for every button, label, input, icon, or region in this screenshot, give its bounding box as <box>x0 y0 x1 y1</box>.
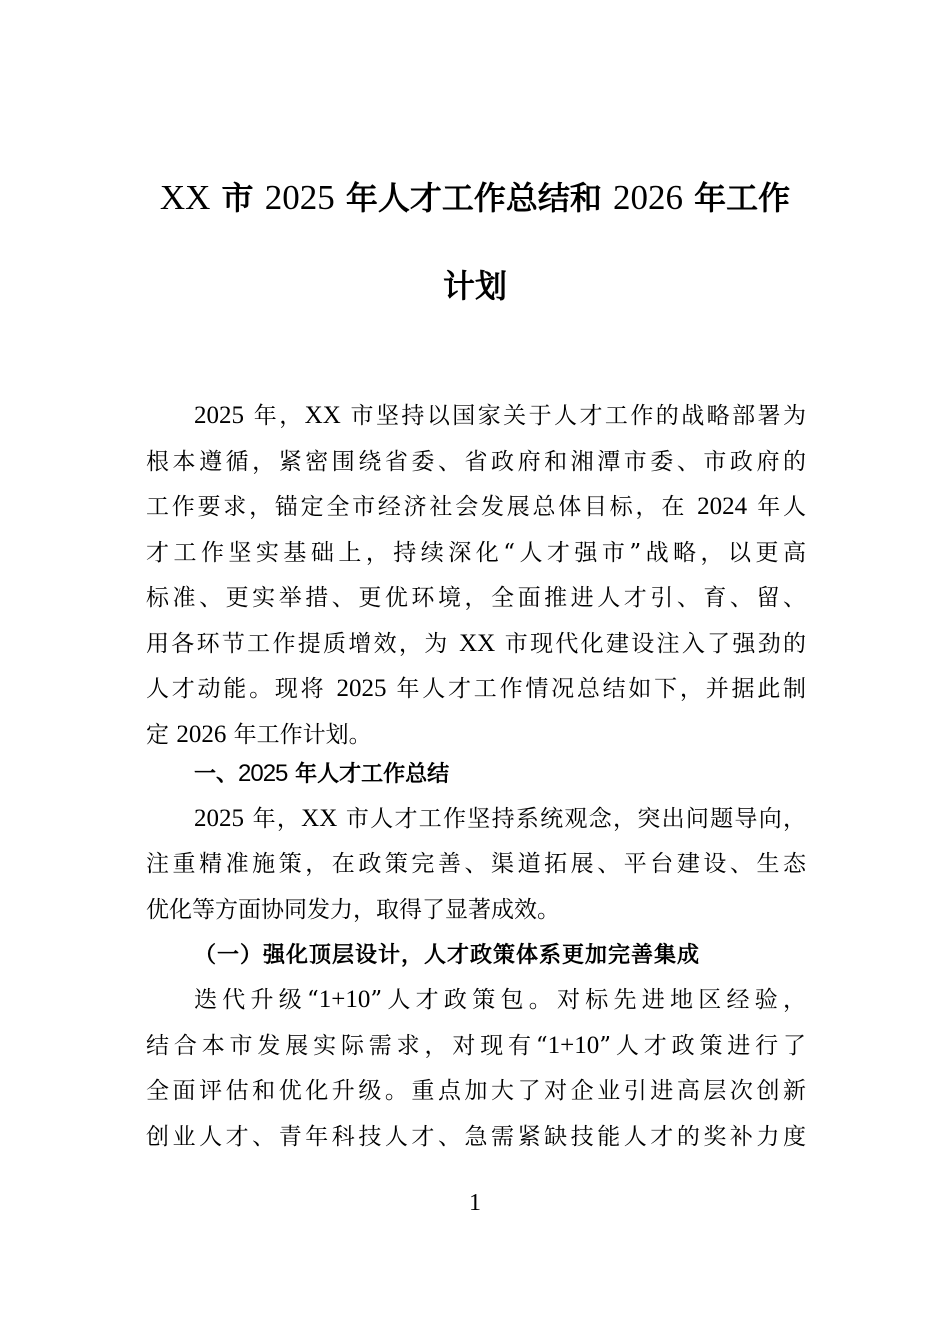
text-run: 年工作计划。 <box>226 722 372 748</box>
text-run: 定 <box>146 722 177 748</box>
intro-line <box>146 444 806 480</box>
text-run: 全面评估和优化升级。重点加大了对企业引进高层次创新 <box>146 1078 806 1104</box>
text-run: 2026 <box>176 721 227 748</box>
section-paragraph-line <box>194 801 806 837</box>
intro-line <box>146 489 806 525</box>
section-heading <box>194 756 449 793</box>
text-run: 市人才工作坚持系统观念，突出问题导向， <box>337 806 807 832</box>
subsection-paragraph-line <box>146 1073 806 1109</box>
subsection-paragraph-line <box>146 1028 806 1064</box>
text-run: 年人才工作情况总结如下，并据此制 <box>386 676 806 702</box>
document-title-line-1 <box>100 178 850 218</box>
text-run: 工作要求，锚定全市经济社会发展总体目标，在 <box>146 494 698 520</box>
text-run: XX <box>304 402 341 429</box>
intro-line <box>146 626 806 662</box>
text-run: 年， <box>244 403 305 429</box>
heading-text: 2025 <box>238 760 288 787</box>
text-run: 市现代化建设注入了强劲的 <box>495 631 807 657</box>
heading-text: 年人才工作总结 <box>287 762 450 787</box>
text-run: 1+10 <box>318 986 371 1013</box>
text-run: 1+10 <box>547 1032 600 1059</box>
intro-line <box>146 535 806 571</box>
title-text: 年工作 <box>683 179 791 217</box>
title-text: XX <box>159 178 211 217</box>
text-run: 2025 <box>194 402 244 429</box>
title-text: 2025 <box>264 178 335 217</box>
text-run: 优化等方面协同发力，取得了显著成效。 <box>146 897 560 923</box>
text-run: 才工作坚实基础上，持续深化“人才强市”战略，以更高 <box>146 540 806 566</box>
text-run: 结合本市发展实际需求，对现有“ <box>146 1033 548 1059</box>
text-run: 人才动能。现将 <box>146 676 337 702</box>
text-run: 标准、更实举措、更优环境，全面推进人才引、育、留、 <box>146 585 806 611</box>
text-run: 创业人才、青年科技人才、急需紧缺技能人才的奖补力度 <box>146 1124 806 1150</box>
text-run: ”人才政策包。对标先进地区经验， <box>370 987 807 1013</box>
text-run: 年人 <box>747 494 806 520</box>
text-run: 注重精准施策，在政策完善、渠道拓展、平台建设、生态 <box>146 851 806 877</box>
text-run: 根本遵循，紧密围绕省委、省政府和湘潭市委、市政府的 <box>146 449 806 475</box>
text-run: 迭代升级“ <box>194 987 319 1013</box>
intro-line <box>146 580 806 616</box>
text-run: 2025 <box>194 805 244 832</box>
page-number: 1 <box>469 1190 481 1216</box>
text-run: 用各环节工作提质增效，为 <box>146 631 460 657</box>
text-run: XX <box>301 805 338 832</box>
intro-line <box>146 671 806 707</box>
text-run: 2024 <box>697 493 748 520</box>
title-text: 年人才工作总结和 <box>334 179 613 217</box>
text-run: 2025 <box>336 675 387 702</box>
intro-line <box>146 717 806 753</box>
text-run: ”人才政策进行了 <box>599 1033 806 1059</box>
heading-text: 一、 <box>194 762 239 787</box>
title-text: 2026 <box>613 178 683 217</box>
title-text: 市 <box>210 179 265 217</box>
section-paragraph-line <box>146 846 806 882</box>
text-run: 市坚持以国家关于人才工作的战略部署为 <box>340 403 807 429</box>
subsection-paragraph-line <box>194 982 806 1018</box>
document-title-line-2: 计划 <box>442 267 507 305</box>
intro-line <box>194 398 806 434</box>
section-paragraph-line <box>146 892 806 928</box>
text-run: 年， <box>244 806 302 832</box>
subsection-heading: （一）强化顶层设计，人才政策体系更加完善集成 <box>194 942 701 968</box>
subsection-paragraph-line <box>146 1119 806 1155</box>
text-run: XX <box>459 630 496 657</box>
